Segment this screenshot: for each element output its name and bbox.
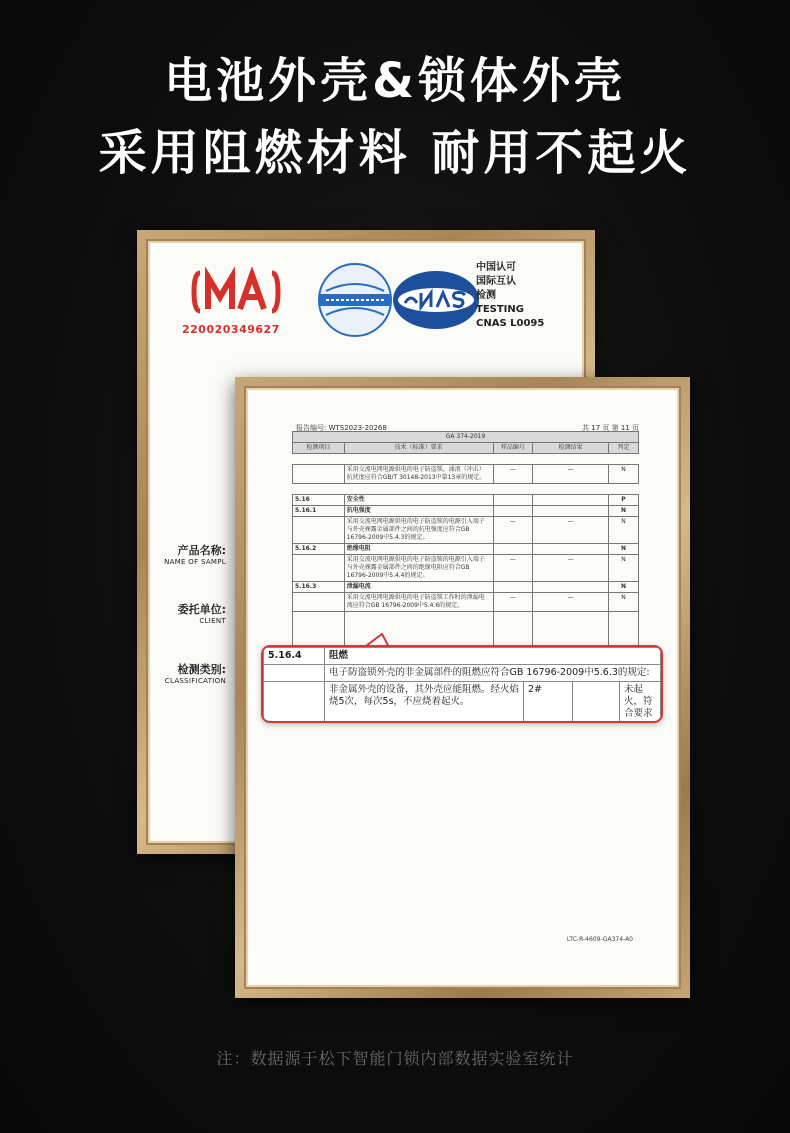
row-result: —	[533, 593, 609, 612]
row-sample: —	[493, 465, 533, 484]
column-header: 样品编号	[493, 443, 533, 454]
callout-test-description: 非金属外壳的设备，其外壳应能阻燃。经火焰烧5次，每次5s，不应烧着起火。	[325, 682, 524, 723]
row-requirement: 采用交流电网电源供电的电子防盗锁，涌浪（冲击）抗扰度应符合GB/T 30148-2013中第13章的规定。	[344, 465, 493, 484]
callout-title: 阻燃	[325, 648, 661, 665]
report-page-info: 共 17 页 第 11 页	[582, 424, 639, 432]
field-label-cn: 产品名称:	[177, 544, 226, 557]
row-verdict: P	[608, 495, 638, 506]
callout-row	[264, 648, 661, 665]
flame-retardant-callout	[261, 645, 663, 723]
headline-line-2: 采用阻燃材料 耐用不起火	[98, 125, 692, 181]
row-verdict: N	[608, 506, 638, 517]
cma-logo-icon	[190, 267, 282, 317]
table-spacer	[293, 484, 639, 495]
row-result: —	[533, 555, 609, 582]
table-row	[293, 544, 639, 555]
row-sample: —	[493, 555, 533, 582]
report-footer-code: LTC-R-4609-GA374-A0	[566, 936, 633, 943]
row-requirement: 安全性	[344, 495, 493, 506]
row-sample: —	[493, 517, 533, 544]
row-id: 5.16.2	[293, 544, 345, 555]
cnas-line: 检测	[476, 290, 496, 301]
row-verdict: N	[608, 465, 638, 484]
row-requirement: 抗电强度	[344, 506, 493, 517]
cnas-line: 中国认可	[476, 262, 516, 273]
callout-row	[264, 665, 661, 682]
row-result: —	[533, 465, 609, 484]
callout-clause: 5.16.4	[264, 648, 325, 665]
column-header: 技术（标准）要求	[344, 443, 493, 454]
table-row	[293, 517, 639, 544]
row-verdict: N	[608, 593, 638, 612]
column-header: 检测结果	[533, 443, 609, 454]
row-result: —	[533, 517, 609, 544]
row-id	[293, 555, 345, 582]
ilac-mra-logo-icon	[316, 261, 394, 339]
cnas-line: TESTING	[476, 304, 524, 315]
field-label-cn: 委托单位:	[177, 603, 226, 616]
field-client	[178, 601, 226, 625]
table-row	[293, 495, 639, 506]
column-header: 判定	[608, 443, 638, 454]
cnas-line: CNAS L0095	[476, 318, 545, 329]
row-id	[293, 593, 345, 612]
report-number: 报告编号: WTS2023-20268	[296, 424, 387, 432]
row-verdict: N	[608, 555, 638, 582]
field-label-en: CLASSIFICATION	[164, 677, 226, 685]
row-requirement: 采用交流电网电源供电的电子防盗锁的电源引入端子与外壳裸露金属部件之间的绝缘电阻应符合GB 16796-2009中5.4.4的规定。	[344, 555, 493, 582]
column-header: 检测项目	[293, 443, 345, 454]
row-id: 5.16.3	[293, 582, 345, 593]
standard-cell: GA 374-2019	[293, 432, 639, 443]
cnas-line: 国际互认	[476, 276, 516, 287]
row-sample: —	[493, 593, 533, 612]
callout-requirement: 电子防盗锁外壳的非金属部件的阻燃应符合GB 16796-2009中5.6.3的规定:	[325, 665, 661, 682]
report-table	[292, 431, 639, 669]
table-row	[293, 555, 639, 582]
table-row	[293, 465, 639, 484]
field-label-cn: 检测类别:	[177, 663, 226, 676]
field-label-en: CLIENT	[199, 617, 226, 625]
field-product-name	[164, 542, 226, 566]
headline-line-1: 电池外壳&锁体外壳	[164, 53, 626, 109]
footnote: 注：数据源于松下智能门锁内部数据实验室统计	[216, 1049, 574, 1068]
table-row	[293, 506, 639, 517]
table-standard-row	[293, 432, 639, 443]
field-classification	[165, 661, 226, 685]
row-requirement: 泄漏电流	[344, 582, 493, 593]
row-id	[293, 517, 345, 544]
table-row	[293, 593, 639, 612]
callout-table	[263, 647, 661, 723]
callout-result: 未起火，符合要求	[620, 682, 661, 723]
row-verdict: N	[608, 544, 638, 555]
cnas-logo-icon	[391, 269, 481, 331]
row-id: 5.16	[293, 495, 345, 506]
cma-number: 220020349627	[182, 323, 280, 336]
table-row	[293, 582, 639, 593]
row-id	[293, 465, 345, 484]
field-label-en: NAME OF SAMPL	[164, 558, 226, 566]
callout-sample: 2#	[524, 682, 573, 723]
table-spacer	[293, 454, 639, 465]
row-verdict: N	[608, 582, 638, 593]
callout-row	[264, 682, 661, 723]
row-requirement: 采用交流电网电源供电的电子防盗锁工作时的泄漏电流应符合GB 16796-2009中5.4.6的规定。	[344, 593, 493, 612]
row-requirement: 采用交流电网电源供电的电子防盗锁的电源引入端子与外壳裸露金属部件之间的抗电强度应符合GB 16796-2009中5.4.3的规定。	[344, 517, 493, 544]
row-requirement: 绝缘电阻	[344, 544, 493, 555]
table-header-row	[293, 443, 639, 454]
row-id: 5.16.1	[293, 506, 345, 517]
cnas-accreditation-text	[476, 261, 544, 331]
row-verdict: N	[608, 517, 638, 544]
